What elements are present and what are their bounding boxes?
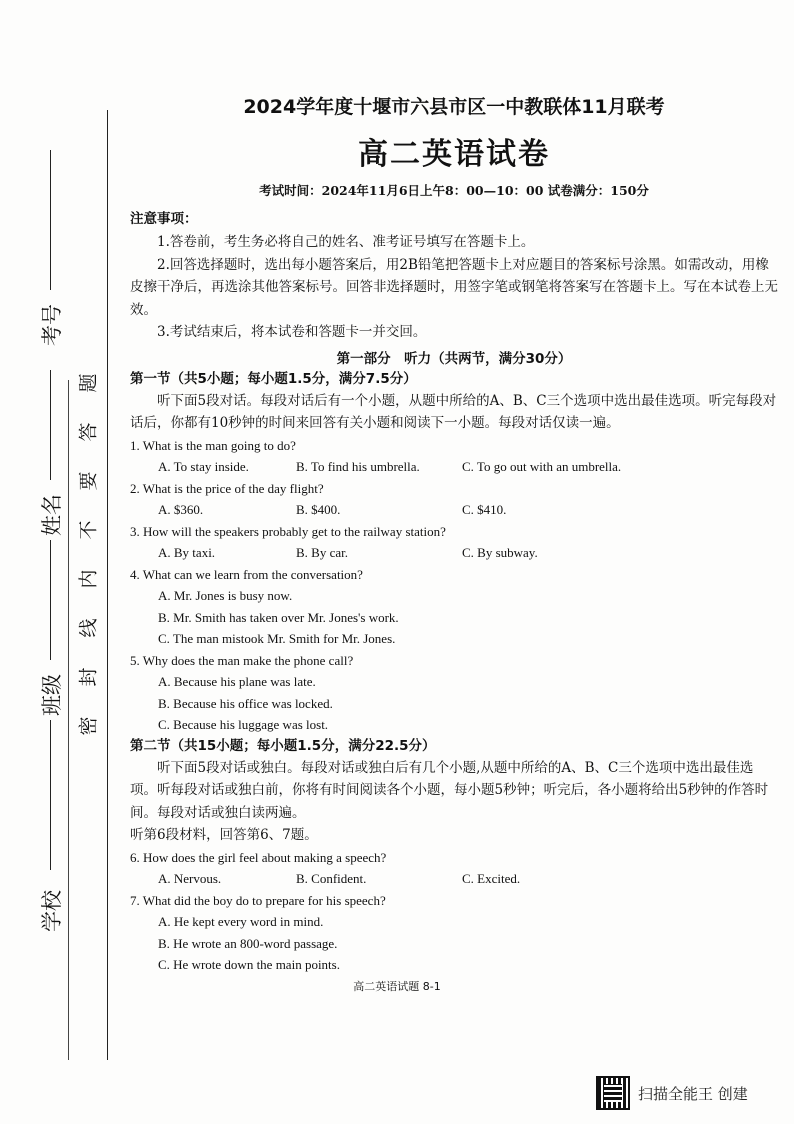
option-a: A. Nervous. <box>158 871 222 886</box>
option-a: A. To stay inside. <box>158 459 249 474</box>
class-line <box>50 540 51 660</box>
option-b: B. Confident. <box>296 871 367 886</box>
exam-no-line <box>50 150 51 290</box>
option-a: A. By taxi. <box>158 545 216 560</box>
exam-content <box>130 92 778 976</box>
notice-item: 1.答卷前，考生务必将自己的姓名、准考证号填写在答题卡上。 <box>157 234 535 250</box>
notice-heading: 注意事项： <box>130 211 198 227</box>
seal-char: 答 <box>77 422 100 442</box>
question-stem: 4. What can we learn from the conversation? <box>130 566 363 582</box>
notice-item: 3.考试结束后，将本试卷和答题卡一并交回。 <box>157 324 427 340</box>
option-c: C. He wrote down the main points. <box>158 957 340 972</box>
option-b: B. Because his office was locked. <box>158 695 333 711</box>
question-options <box>130 456 778 478</box>
watermark-text: 扫描全能王 创建 <box>638 1084 748 1103</box>
section1-instructions: 听下面5段对话。每段对话后有一个小题，从题中所给的A、B、C三个选项中选出最佳选项。听完每段对话后，你都有10秒钟的时间来回答有关小题和阅读下一小题。每段对话仅读一遍。 <box>130 392 777 431</box>
section2-instructions: 听下面5段对话或独白。每段对话或独白后有几个小题,从题中所给的A、B、C三个选项中选出最佳选项。听每段对话或独白前，你将有时间阅读各个小题，每小题5秒钟；听完后，各小题将给出5秒钟的作答时间。每段对话或独白读两遍。 <box>130 759 769 821</box>
question-stem: 6. How does the girl feel about making a speech? <box>130 849 387 865</box>
option-a: A. Mr. Jones is busy now. <box>158 588 293 603</box>
seal-char: 密 <box>77 716 100 736</box>
seal-char: 要 <box>77 471 100 491</box>
scanner-watermark <box>596 1076 748 1110</box>
exam-no-label: 考号 <box>40 304 64 346</box>
option-b: B. $400. <box>296 502 341 517</box>
section2-heading: 第二节（共15小题；每小题1.5分，满分22.5分） <box>130 737 436 754</box>
seal-char: 题 <box>77 373 100 393</box>
option-b: B. He wrote an 800-word passage. <box>158 935 338 951</box>
option-c: C. Excited. <box>462 871 521 886</box>
option-b: B. To find his umbrella. <box>296 459 420 474</box>
seal-char: 封 <box>77 667 100 687</box>
option-c: C. Because his luggage was lost. <box>158 717 329 732</box>
question-options <box>130 868 778 890</box>
seal-char: 线 <box>77 618 100 638</box>
question-stem: 3. How will the speakers probably get to the railway station? <box>130 523 446 539</box>
name-label: 姓名 <box>40 494 64 536</box>
part1-heading: 第一部分 听力（共两节，满分30分） <box>336 350 572 367</box>
page-footer: 高二英语试题 8-1 <box>353 980 441 993</box>
school-line <box>50 720 51 870</box>
exam-title: 2024学年度十堰市六县市区一中教联体11月联考 <box>243 96 665 118</box>
option-b: B. By car. <box>296 545 348 560</box>
option-a: A. He kept every word in mind. <box>158 914 324 929</box>
option-b: B. Mr. Smith has taken over Mr. Jones's work. <box>158 609 399 625</box>
option-c: C. $410. <box>462 502 507 517</box>
notice-item: 2.回答选择题时，选出每小题答案后，用2B铅笔把答题卡上对应题目的答案标号涂黑。如需改动，用橡皮擦干净后，再选涂其他答案标号。回答非选择题时，用签字笔或钢笔将答案写在答题卡上。写在本试卷上无效。 <box>130 256 778 318</box>
class-label: 班级 <box>40 674 64 716</box>
exam-info: 考试时间：2024年11月6日上午8：00—10：00 试卷满分：150分 <box>259 183 649 198</box>
option-c: C. By subway. <box>462 545 538 560</box>
binding-line <box>107 110 108 1060</box>
seal-notice <box>74 372 104 737</box>
question-options <box>130 542 778 564</box>
option-a: A. Because his plane was late. <box>158 674 316 689</box>
seal-char: 内 <box>77 569 100 589</box>
material-note: 听第6段材料，回答第6、7题。 <box>130 827 318 843</box>
school-label: 学校 <box>40 890 64 932</box>
question-stem: 1. What is the man going to do? <box>130 437 296 453</box>
option-c: C. The man mistook Mr. Smith for Mr. Jones. <box>158 631 396 646</box>
subject-title: 高二英语试卷 <box>358 137 550 172</box>
seal-char: 不 <box>77 520 100 540</box>
question-stem: 7. What did the boy do to prepare for his speech? <box>130 892 386 908</box>
name-line <box>50 370 51 480</box>
question-stem: 2. What is the price of the day flight? <box>130 480 324 496</box>
seal-line <box>68 380 69 1060</box>
option-a: A. $360. <box>158 502 204 517</box>
question-options <box>130 499 778 521</box>
option-c: C. To go out with an umbrella. <box>462 459 622 474</box>
section1-heading: 第一节（共5小题；每小题1.5分，满分7.5分） <box>130 370 417 387</box>
qr-code-icon <box>596 1076 630 1110</box>
question-stem: 5. Why does the man make the phone call? <box>130 652 354 668</box>
